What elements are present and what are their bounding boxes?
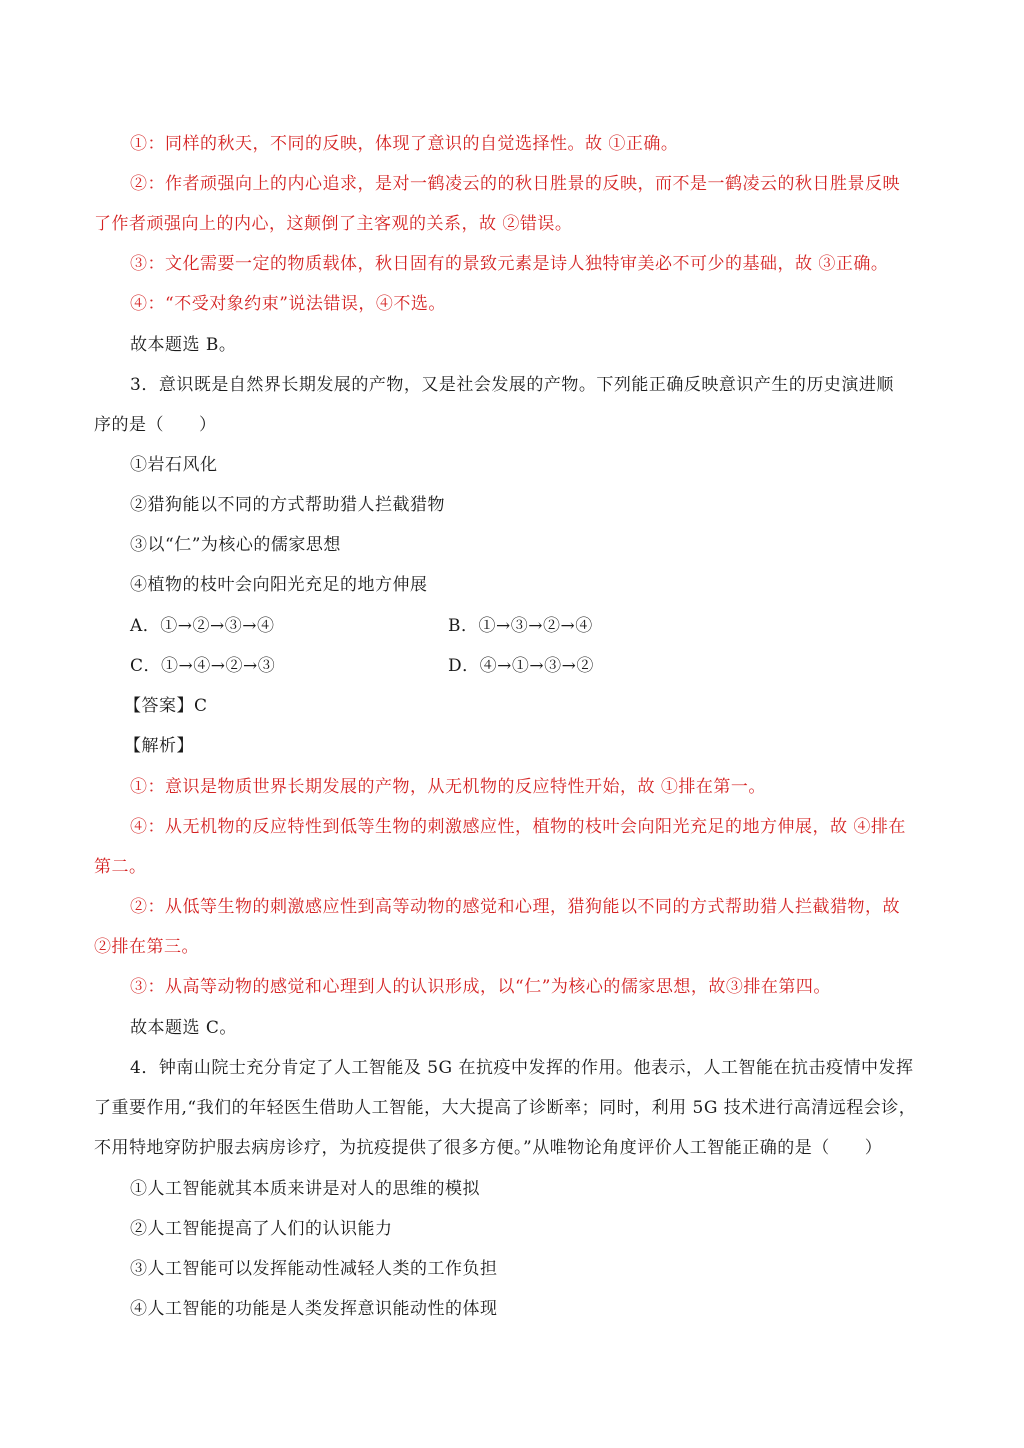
q4-item-1: ①人工智能就其本质来讲是对人的思维的模拟	[130, 1179, 480, 1199]
q3-analysis-line-3-cont: ②排在第三。	[94, 937, 199, 957]
q4-stem: 4．钟南山院士充分肯定了人工智能及 5G 在抗疫中发挥的作用。他表示，人工智能在抗击疫情中发挥	[130, 1058, 914, 1078]
q4-stem-cont-1: 了重要作用,“我们的年轻医生借助人工智能，大大提高了诊断率；同时，利用 5G 技术进行高清远程会诊，	[94, 1098, 917, 1118]
q3-analysis-line-4: ③：从高等动物的感觉和心理到人的认识形成，以“仁”为核心的儒家思想，故③排在第四。	[130, 977, 831, 997]
q3-conclusion: 故本题选 C。	[130, 1018, 237, 1038]
q3-item-1: ①岩石风化	[130, 455, 218, 475]
q2-conclusion: 故本题选 B。	[130, 335, 237, 355]
q3-analysis-line-1: ①：意识是物质世界长期发展的产物，从无机物的反应特性开始，故 ①排在第一。	[130, 777, 766, 797]
q2-analysis-line-1: ①：同样的秋天，不同的反映，体现了意识的自觉选择性。故 ①正确。	[130, 134, 679, 154]
q3-answer: 【答案】C	[124, 696, 208, 716]
q3-option-c: C．①→④→②→③	[130, 656, 276, 676]
q4-item-2: ②人工智能提高了人们的认识能力	[130, 1219, 393, 1239]
q2-analysis-line-3: ③：文化需要一定的物质载体，秋日固有的景致元素是诗人独特审美必不可少的基础，故 ③正确。	[130, 254, 889, 274]
q3-stem: 3．意识既是自然界长期发展的产物，又是社会发展的产物。下列能正确反映意识产生的历史演进顺	[130, 375, 894, 395]
q3-option-b: B．①→③→②→④	[448, 616, 593, 636]
q3-stem-cont: 序的是（ ）	[94, 415, 217, 435]
q4-item-4: ④人工智能的功能是人类发挥意识能动性的体现	[130, 1299, 498, 1319]
q3-analysis-label: 【解析】	[124, 736, 194, 756]
q2-analysis-line-2-cont: 了作者顽强向上的内心，这颠倒了主客观的关系，故 ②错误。	[94, 214, 573, 234]
q3-analysis-line-2-cont: 第二。	[94, 857, 147, 877]
q3-item-3: ③以“仁”为核心的儒家思想	[130, 535, 341, 555]
q3-analysis-line-3: ②：从低等生物的刺激感应性到高等动物的感觉和心理，猎狗能以不同的方式帮助猎人拦截猎物，故	[130, 897, 900, 917]
q2-analysis-line-4: ④：“不受对象约束”说法错误，④不选。	[130, 294, 446, 314]
q2-analysis-line-2: ②：作者顽强向上的内心追求，是对一鹤凌云的的秋日胜景的反映，而不是一鹤凌云的秋日胜景反映	[130, 174, 900, 194]
q3-item-4: ④植物的枝叶会向阳光充足的地方伸展	[130, 575, 428, 595]
q3-analysis-line-2: ④：从无机物的反应特性到低等生物的刺激感应性，植物的枝叶会向阳光充足的地方伸展，故 ④排在	[130, 817, 906, 837]
q3-option-a: A．①→②→③→④	[130, 616, 275, 636]
q4-item-3: ③人工智能可以发挥能动性减轻人类的工作负担	[130, 1259, 498, 1279]
q3-item-2: ②猎狗能以不同的方式帮助猎人拦截猎物	[130, 495, 445, 515]
q3-option-d: D．④→①→③→②	[448, 656, 594, 676]
q4-stem-cont-2: 不用特地穿防护服去病房诊疗，为抗疫提供了很多方便。”从唯物论角度评价人工智能正确的是（ ）	[94, 1138, 883, 1158]
